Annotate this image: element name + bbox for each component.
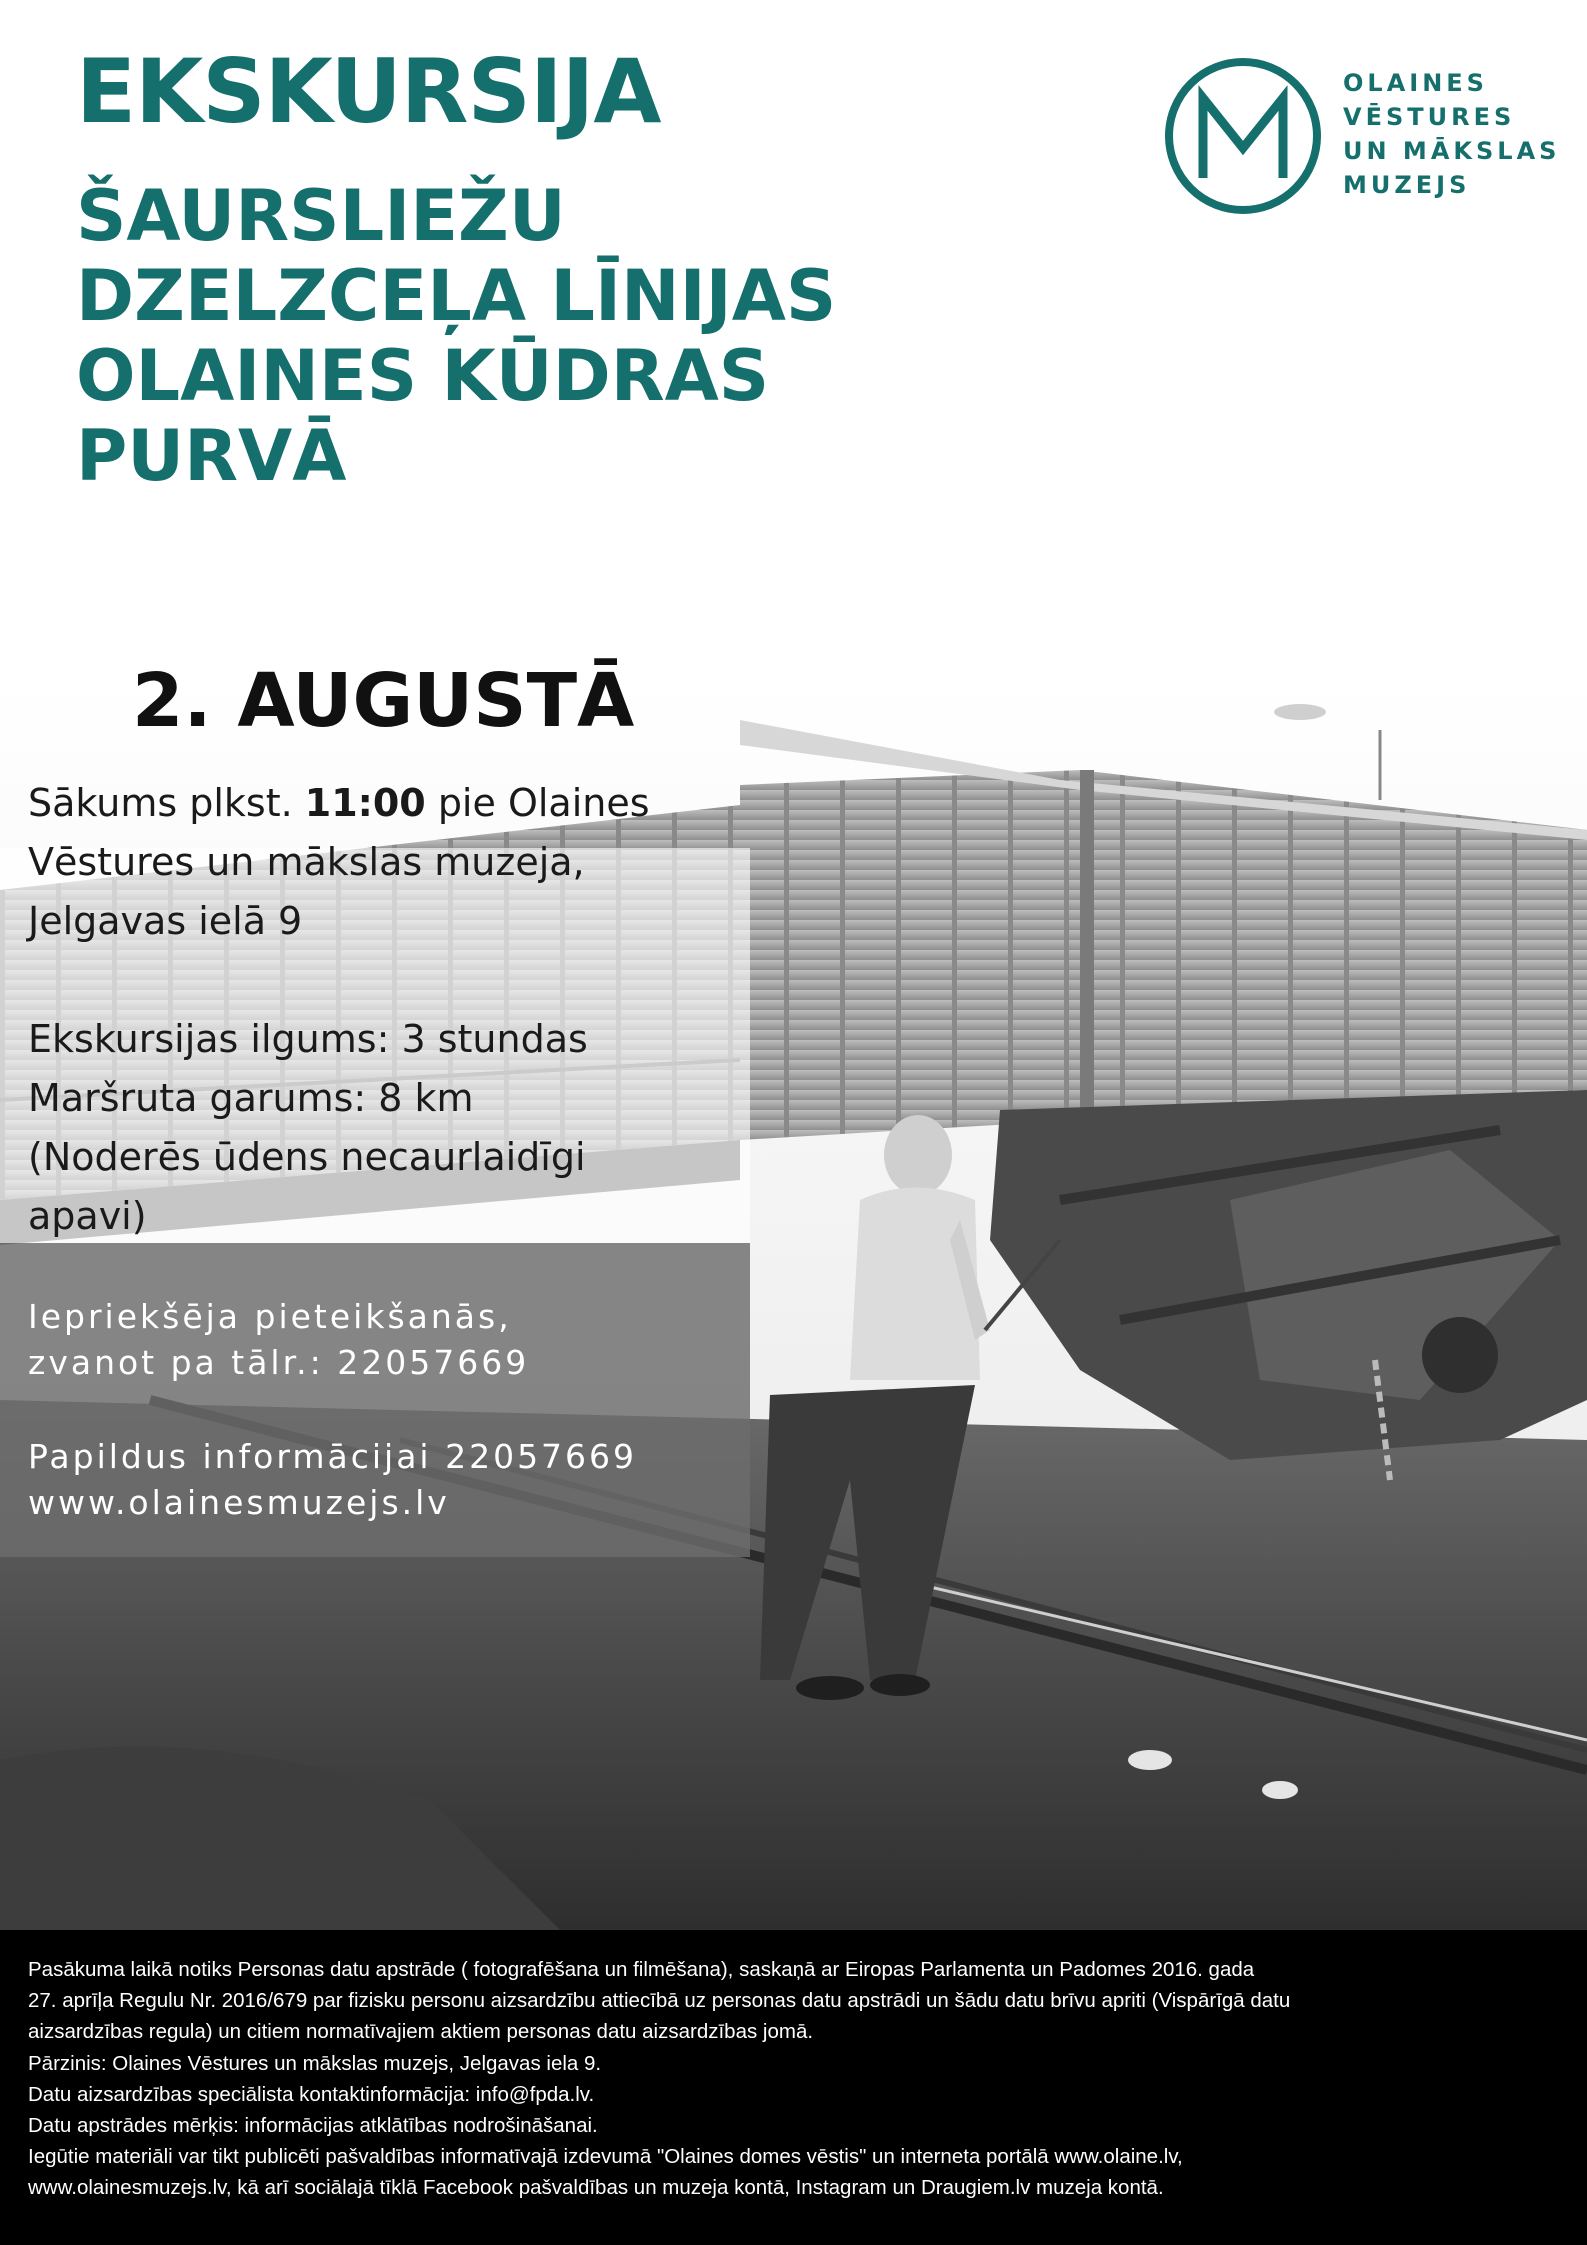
start-info: [28, 774, 748, 951]
registration-phone: zvanot pa tālr.: 22057669: [28, 1343, 530, 1382]
museum-logo: [1163, 56, 1583, 216]
privacy-line: Iegūtie materiāli var tikt publicēti pašvaldības informatīvajā izdevumā "Olaines domes vēstis" un interneta portālā www.olaine.lv,: [28, 2145, 1183, 2169]
start-line: [28, 774, 748, 833]
event-date: 2. AUGUSTĀ: [132, 658, 635, 744]
footwear-note: (Noderēs ūdens necaurlaidīgi: [28, 1135, 586, 1179]
subtitle-line: PURVĀ: [76, 415, 347, 497]
privacy-line: www.olainesmuzejs.lv, kā arī sociālajā tīklā Facebook pašvaldības un muzeja kontā, Instagram un Draugiem.lv muzeja kontā.: [28, 2176, 1164, 2200]
footwear-note-2: apavi): [28, 1194, 147, 1238]
contact-info: [28, 1294, 748, 1526]
route-length: Maršruta garums: 8 km: [28, 1076, 474, 1120]
tour-details: [28, 1010, 748, 1246]
start-line-3: Jelgavas ielā 9: [28, 899, 303, 943]
registration-text: Iepriekšēja pieteikšanās,: [28, 1297, 512, 1336]
poster-subtitle: [76, 176, 836, 496]
privacy-line: Pārzinis: Olaines Vēstures un mākslas muzejs, Jelgavas iela 9.: [28, 2051, 602, 2075]
poster-title: EKSKURSIJA: [76, 40, 661, 143]
start-time: 11:00: [304, 781, 426, 825]
privacy-line: Datu aizsardzības speciālista kontaktinformācija: info@fpda.lv.: [28, 2082, 595, 2106]
logo-line: OLAINES: [1343, 69, 1488, 97]
start-prefix: Sākums plkst.: [28, 781, 305, 825]
privacy-line: Pasākuma laikā notiks Personas datu apstrāde ( fotografēšana un filmēšana), saskaņā ar Eiropas Parlamenta un Padomes 2016. gada: [28, 1958, 1255, 1981]
subtitle-line: OLAINES KŪDRAS: [76, 335, 770, 417]
privacy-line: aizsardzības regula) un citiem normatīvajiem aktiem personas datu aizsardzības jomā.: [28, 2020, 814, 2044]
subtitle-line: ŠAURSLIEŽU: [76, 175, 566, 257]
tour-duration: Ekskursijas ilgums: 3 stundas: [28, 1017, 588, 1061]
logo-line: UN MĀKSLAS: [1343, 137, 1561, 165]
start-suffix: pie Olaines: [425, 781, 650, 825]
museum-name: [1343, 66, 1560, 202]
subtitle-line: DZELZCEĻA LĪNIJAS: [76, 255, 837, 337]
privacy-notice: [28, 1954, 1568, 2204]
om-monogram-icon: [1163, 56, 1323, 216]
privacy-line: Datu apstrādes mērķis: informācijas atklātības nodrošināšanai.: [28, 2114, 598, 2138]
website-link[interactable]: www.olainesmuzejs.lv: [28, 1483, 450, 1522]
logo-line: MUZEJS: [1343, 171, 1471, 199]
info-phone: Papildus informācijai 22057669: [28, 1437, 638, 1476]
logo-line: VĒSTURES: [1343, 103, 1516, 131]
privacy-line: 27. aprīļa Regulu Nr. 2016/679 par fizisku personu aizsardzību attiecībā uz personas datu apstrādi un šādu datu brīvu apriti (Vispārīgā datu: [28, 1989, 1291, 2013]
start-line-2: Vēstures un mākslas muzeja,: [28, 840, 585, 884]
